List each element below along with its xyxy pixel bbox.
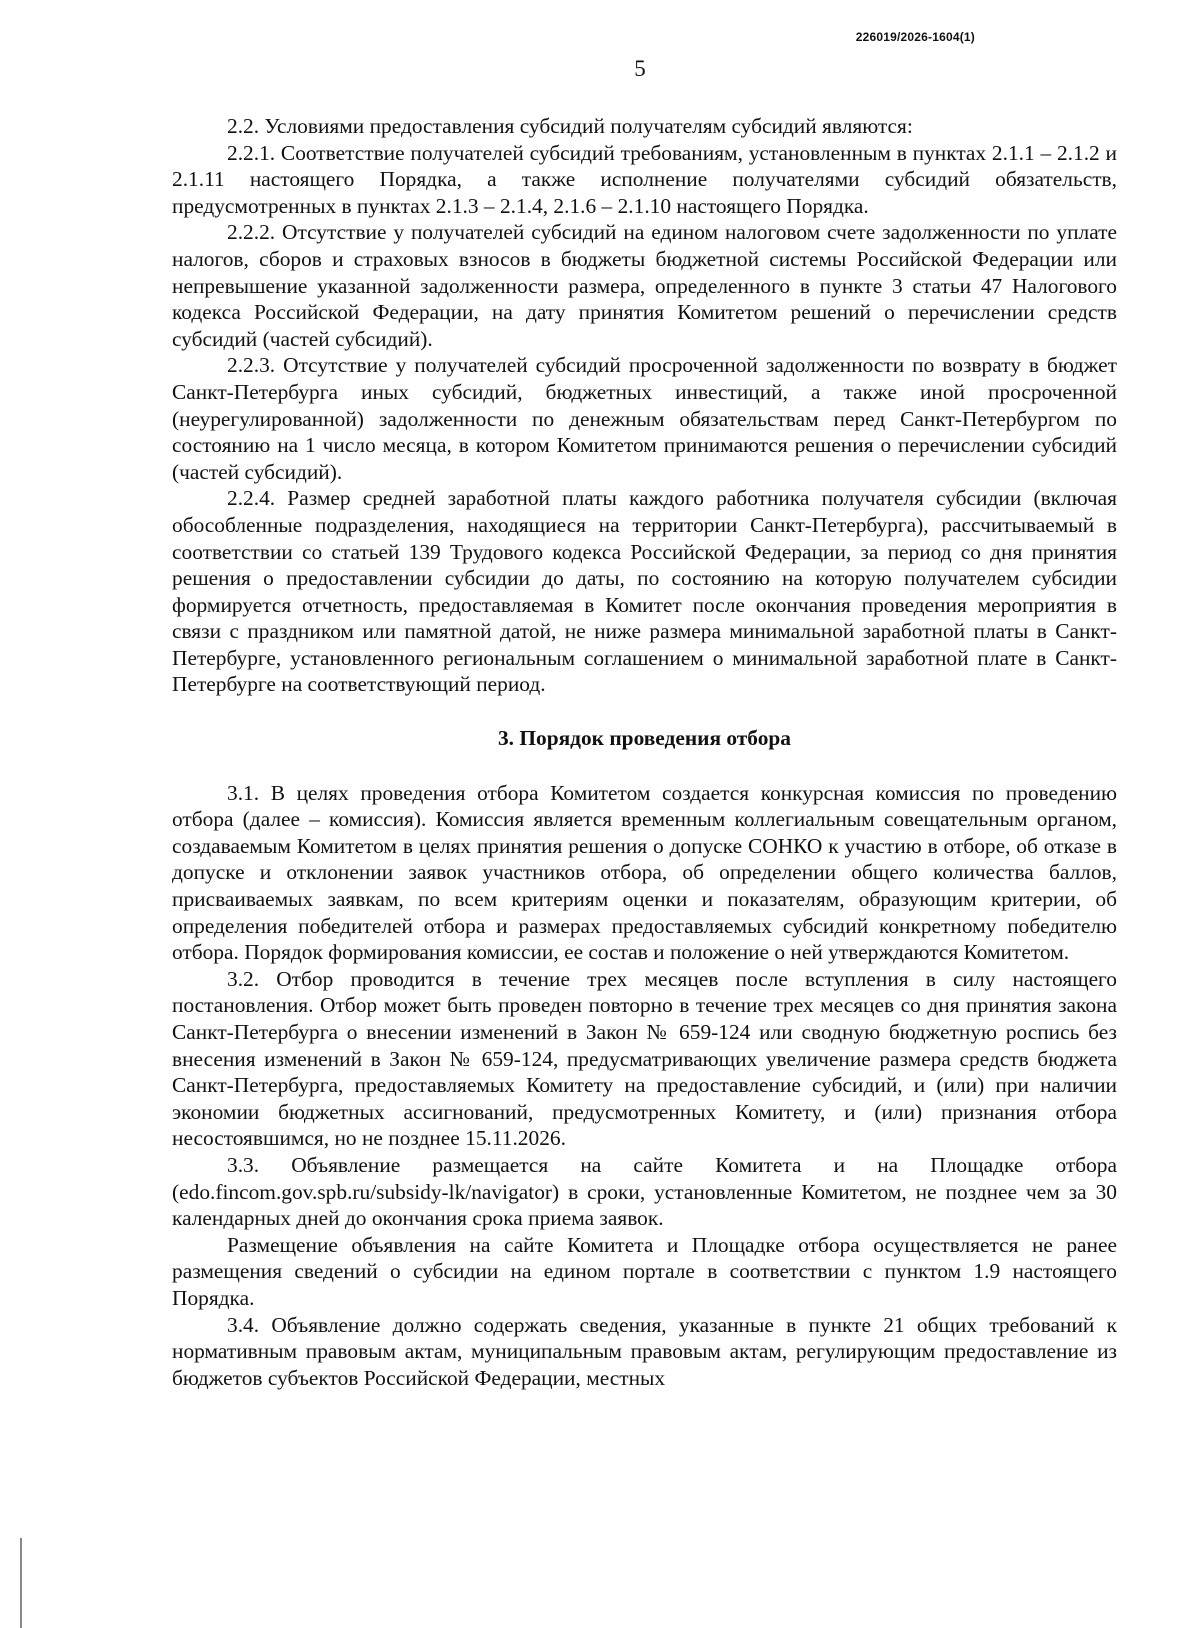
- paragraph-2-2: 2.2. Условиями предоставления субсидий получателям субсидий являются:: [227, 114, 913, 138]
- scan-edge-mark: [20, 1538, 22, 1628]
- paragraph-2-2-3: 2.2.3. Отсутствие у получателей субсидий просроченной задолженности по возврату в бюджет Санкт-Петербурга иных субсидий, бюджетных инвестиций, а также иной просроченной (неурегулированной) задолженности по денежным обязательствам перед Санкт-Петербургом по состоянию на 1 число месяца, в котором Комитетом принимаются решения о перечислении субсидий (частей субсидий).: [172, 353, 1117, 484]
- page-number: 5: [634, 56, 646, 81]
- paragraph-2-2-1: 2.2.1. Соответствие получателей субсидий требованиям, установленным в пунктах 2.1.1 – 2.1.2 и 2.1.11 настоящего Порядка, а также исполнение получателями субсидий обязательств, предусмотренных в пунктах 2.1.3 – 2.1.4, 2.1.6 – 2.1.10 настоящего Порядка.: [172, 140, 1117, 218]
- document-body: [172, 113, 1117, 1391]
- paragraph-3-2: 3.2. Отбор проводится в течение трех месяцев после вступления в силу настоящего постановления. Отбор может быть проведен повторно в течение трех месяцев со дня принятия закона Санкт-Петербурга о внесении изменений в Закон № 659-124 или сводную бюджетную роспись без внесения изменений в Закон № 659-124, предусматривающих увеличение размера средств бюджета Санкт-Петербурга, предоставляемых Комитету на предоставление субсидий, и (или) при наличии экономии бюджетных ассигнований, предусмотренных Комитету, и (или) признания отбора несостоявшимся, но не позднее 15.11.2026.: [172, 966, 1117, 1151]
- paragraph-3-3: 3.3. Объявление размещается на сайте Комитета и на Площадке отбора (edo.fincom.gov.spb.ru/subsidy-lk/navigator) в сроки, установленные Комитетом, не позднее чем за 30 календарных дней до окончания срока приема заявок.: [172, 1152, 1117, 1231]
- paragraph-2-2-2: 2.2.2. Отсутствие у получателей субсидий на едином налоговом счете задолженности по уплате налогов, сборов и страховых взносов в бюджеты бюджетной системы Российской Федерации или непревышение указанной задолженности размера, определенного в пункте 3 статьи 47 Налогового кодекса Российской Федерации, на дату принятия Комитетом решений о перечислении средств субсидий (частей субсидий).: [172, 220, 1117, 351]
- paragraph-3-1: 3.1. В целях проведения отбора Комитетом создается конкурсная комиссия по проведению отбора (далее – комиссия). Комиссия является временным коллегиальным совещательным органом, создаваемым Комитетом в целях принятия решения о допуске СОНКО к участию в отборе, об отказе в допуске и отклонении заявок участников отбора, об определении общего количества баллов, присваиваемых заявкам, по всем критериям оценки и показателям, образующим критерии, об определения победителей отбора и размерах предоставляемых субсидий конкретному победителю отбора. Порядок формирования комиссии, ее состав и положение о ней утверждаются Комитетом.: [172, 780, 1117, 965]
- document-id: 226019/2026-1604(1): [855, 30, 975, 44]
- paragraph-3-3-placement: Размещение объявления на сайте Комитета и Площадке отбора осуществляется не ранее размещения сведений о субсидии на едином портале в соответствии с пунктом 1.9 настоящего Порядка.: [172, 1232, 1117, 1310]
- paragraph-3-4: 3.4. Объявление должно содержать сведения, указанные в пункте 21 общих требований к нормативным правовым актам, муниципальным правовым актам, регулирующим предоставление из бюджетов субъектов Российской Федерации, местных: [172, 1312, 1117, 1390]
- section-3-heading: 3. Порядок проведения отбора: [497, 726, 792, 751]
- paragraph-2-2-4: 2.2.4. Размер средней заработной платы каждого работника получателя субсидии (включая обособленные подразделения, находящиеся на территории Санкт-Петербурга), рассчитываемый в соответствии со статьей 139 Трудового кодекса Российской Федерации, за период со дня принятия решения о предоставлении субсидии до даты, по состоянию на которую получателем субсидии формируется отчетность, предоставляемая в Комитет после окончания проведения мероприятия в связи с праздником или памятной датой, не ниже размера минимальной заработной платы в Санкт-Петербурге, установленного региональным соглашением о минимальной заработной плате в Санкт-Петербурге на соответствующий период.: [172, 486, 1117, 697]
